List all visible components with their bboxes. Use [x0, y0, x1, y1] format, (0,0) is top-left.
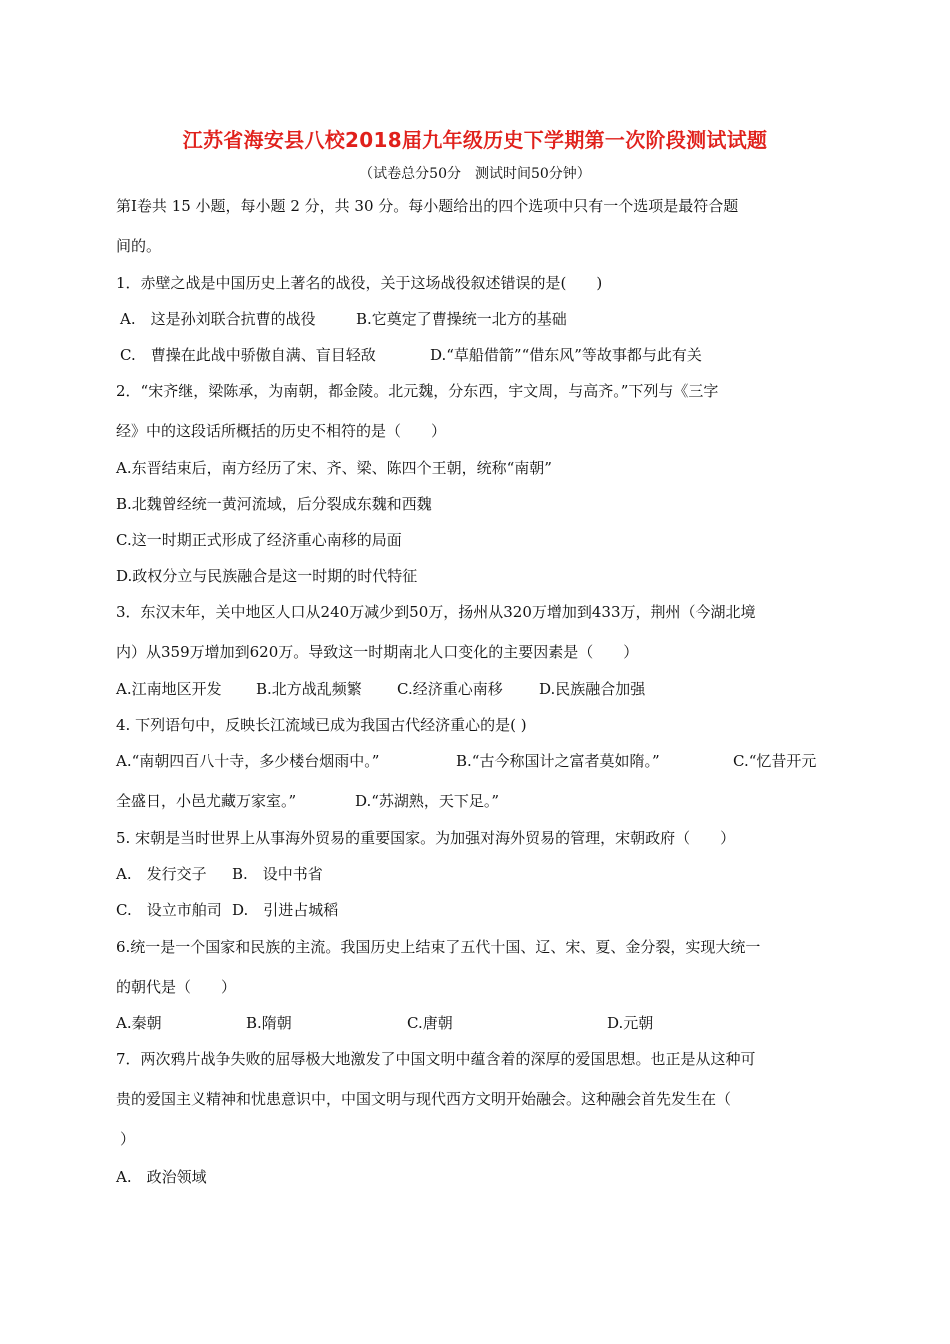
q7-option-a: A. 政治领域: [116, 1168, 207, 1186]
q6-option-c: C.唐朝: [407, 1014, 453, 1032]
q5-option-c: C. 设立市舶司: [116, 901, 222, 919]
q4-option-b: B.“古今称国计之富者莫如隋。”: [456, 752, 660, 770]
q2-stem-line-2: 经》中的这段话所概括的历史不相符的是（ ）: [116, 422, 447, 440]
q6-stem-line-2: 的朝代是（ ）: [116, 978, 237, 996]
instructions-line-2: 间的。: [116, 237, 162, 255]
q4-option-c: C.“忆昔开元: [733, 752, 817, 770]
q4-option-a: A.“南朝四百八十寺，多少楼台烟雨中。”: [116, 752, 380, 770]
q7-stem-line-1: 7．两次鸦片战争失败的屈辱极大地激发了中国文明中蕴含着的深厚的爱国思想。也正是从这种可: [116, 1050, 756, 1068]
q2-stem-line-1: 2．“宋齐继，梁陈承，为南朝，都金陵。北元魏，分东西，宇文周，与高齐。”下列与《三字: [116, 382, 719, 400]
q2-option-b: B.北魏曾经统一黄河流域，后分裂成东魏和西魏: [116, 495, 432, 513]
q1-option-b: B.它奠定了曹操统一北方的基础: [356, 310, 567, 328]
q3-option-c: C.经济重心南移: [397, 680, 503, 698]
q1-option-a: A. 这是孙刘联合抗曹的战役: [120, 310, 316, 328]
q7-stem-line-3: ）: [120, 1130, 136, 1148]
q3-option-b: B.北方战乱频繁: [256, 680, 362, 698]
q2-option-d: D.政权分立与民族融合是这一时期的时代特征: [116, 567, 418, 585]
q2-option-a: A.东晋结束后，南方经历了宋、齐、梁、陈四个王朝，统称“南朝”: [116, 459, 552, 477]
q6-option-d: D.元朝: [607, 1014, 654, 1032]
q7-stem-line-2: 贵的爱国主义精神和忧患意识中，中国文明与现代西方文明开始融会。这种融会首先发生在（: [116, 1090, 732, 1108]
page-subtitle: （试卷总分50分 测试时间50分钟）: [359, 166, 591, 182]
q6-option-b: B.隋朝: [246, 1014, 292, 1032]
q3-stem-line-1: 3．东汉末年，关中地区人口从240万减少到50万，扬州从320万增加到433万，荆州（今湖北境: [116, 603, 756, 621]
q6-option-a: A.秦朝: [116, 1014, 162, 1032]
q1-option-d: D.“草船借箭”“借东风”等故事都与此有关: [430, 346, 702, 364]
q3-option-a: A.江南地区开发: [116, 680, 222, 698]
q4-option-c-continued: 全盛日，小邑尤藏万家室。”: [116, 792, 297, 810]
page-title: 江苏省海安县八校2018届九年级历史下学期第一次阶段测试试题: [182, 128, 768, 152]
q4-stem: 4. 下列语句中，反映长江流域已成为我国古代经济重心的是( ): [116, 716, 527, 734]
q1-option-c: C. 曹操在此战中骄傲自满、盲目轻敌: [120, 346, 376, 364]
q4-option-d: D.“苏湖熟，天下足。”: [355, 792, 500, 810]
q5-stem: 5. 宋朝是当时世界上从事海外贸易的重要国家。为加强对海外贸易的管理，宋朝政府（ ）: [116, 829, 736, 847]
q1-stem: 1．赤壁之战是中国历史上著名的战役，关于这场战役叙述错误的是( ): [116, 274, 603, 292]
q5-option-b: B. 设中书省: [232, 865, 323, 883]
q6-stem-line-1: 6.统一是一个国家和民族的主流。我国历史上结束了五代十国、辽、宋、夏、金分裂，实现大统一: [116, 938, 761, 956]
q2-option-c: C.这一时期正式形成了经济重心南移的局面: [116, 531, 402, 549]
q3-stem-line-2: 内）从359万增加到620万。导致这一时期南北人口变化的主要因素是（ ）: [116, 643, 639, 661]
instructions-line-1: 第Ⅰ卷共 15 小题，每小题 2 分，共 30 分。每小题给出的四个选项中只有一个选项是最符合题: [116, 197, 739, 215]
q5-option-d: D. 引进占城稻: [232, 901, 339, 919]
q3-option-d: D.民族融合加强: [539, 680, 646, 698]
q5-option-a: A. 发行交子: [116, 865, 207, 883]
